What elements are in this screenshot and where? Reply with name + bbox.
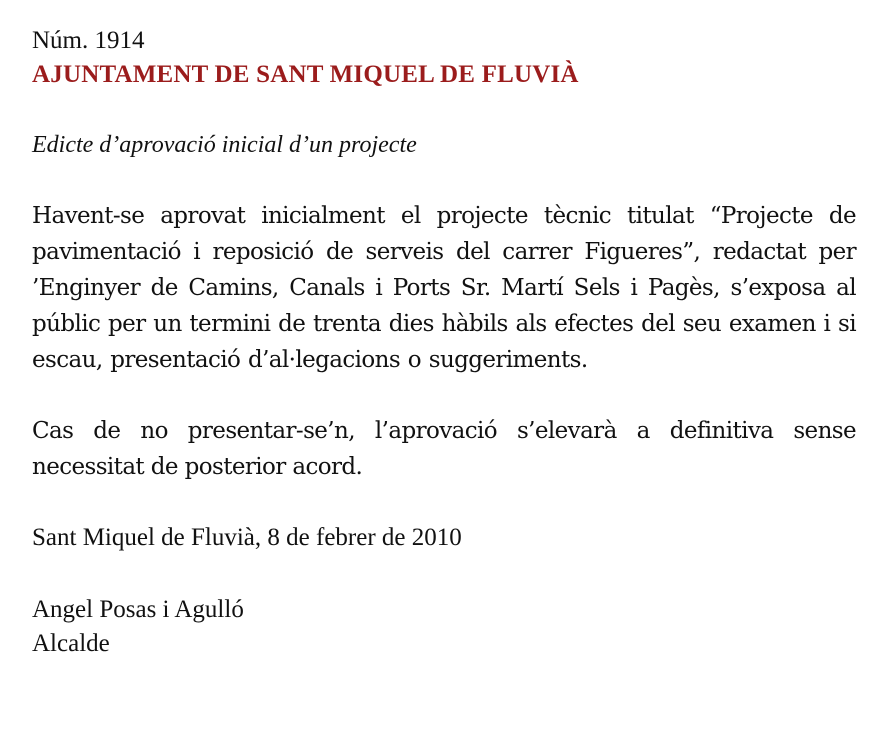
edict-paragraph-approval: Havent-se aprovat inicialment el projecte tècnic titulat “Projecte de pavimentació i reposició de serveis del carrer Figueres”, redactat per ’Enginyer de Camins, Canals i Ports Sr. Martí Sels i Pagès, s’exposa al públic per un termini de trenta dies hàbils als efectes del seu examen i si escau, presentació d’al·legacions o suggeriments. xyxy=(32,203,856,373)
edict-document xyxy=(32,24,856,661)
edict-subtitle: Edicte d’aprovació inicial d’un projecte xyxy=(32,132,417,158)
organization-title: AJUNTAMENT DE SANT MIQUEL DE FLUVIÀ xyxy=(32,61,579,88)
signer-name: Angel Posas i Agulló xyxy=(32,596,244,623)
announcement-number: Núm. 1914 xyxy=(32,27,145,54)
edict-paragraph-definitive: Cas de no presentar-se’n, l’aprovació s’elevarà a definitiva sense necessitat de posterior acord. xyxy=(32,418,856,480)
place-and-date: Sant Miquel de Fluvià, 8 de febrer de 2010 xyxy=(32,524,462,551)
signer-role: Alcalde xyxy=(32,630,110,657)
